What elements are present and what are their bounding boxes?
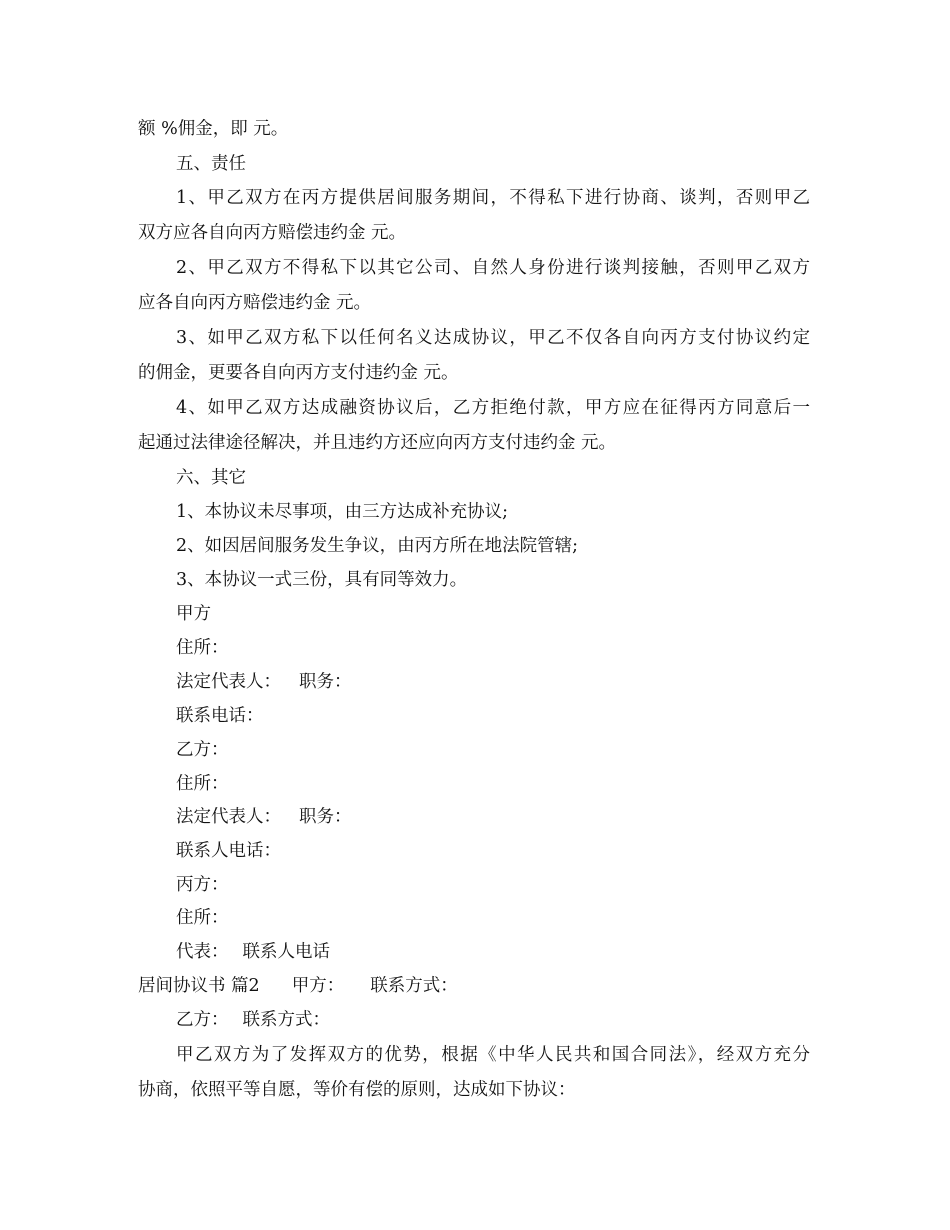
field-label <box>176 773 229 795</box>
line-text: 1、甲乙双方在丙方提供居间服务期间，不得私下进行协商、谈判，否则甲乙 <box>176 188 810 208</box>
line-text: 乙方： <box>176 740 229 760</box>
line-text: 1、本协议未尽事项，由三方达成补充协议; <box>176 502 509 522</box>
line-text: 协商，依照平等自愿，等价有偿的原则，达成如下协议： <box>138 1080 576 1100</box>
line-text: 起通过法律途径解决，并且违约方还应向丙方支付违约金 元。 <box>138 433 617 453</box>
field-label <box>176 941 330 963</box>
line-text: 2、甲乙双方不得私下以其它公司、自然人身份进行谈判接触，否则甲乙双方 <box>176 258 810 278</box>
field-label <box>176 1009 330 1031</box>
field-label <box>176 705 264 727</box>
line-text: 甲方： <box>291 976 345 996</box>
text-line <box>176 569 467 591</box>
line-text: 额 %佣金，即 元。 <box>138 119 289 139</box>
party-label <box>176 874 229 896</box>
line-text: 乙方： <box>176 1010 229 1030</box>
line-text: 甲方 <box>176 604 211 624</box>
line-text: 职务： <box>299 672 352 692</box>
party-label <box>176 603 211 625</box>
text-line <box>138 1079 576 1101</box>
text-line <box>138 222 406 244</box>
line-text: 五、责任 <box>176 154 246 174</box>
line-text: 联系人电话： <box>176 841 281 861</box>
text-line <box>176 327 810 349</box>
text-line <box>176 501 508 523</box>
text-line <box>138 362 459 384</box>
text-line <box>176 397 810 419</box>
section-title <box>138 975 458 997</box>
line-text: 4、如甲乙双方达成融资协议后，乙方拒绝付款，甲方应在征得丙方同意后一 <box>176 398 810 418</box>
line-text: 联系方式： <box>370 976 458 996</box>
text-line <box>176 535 578 557</box>
section-heading <box>176 467 246 489</box>
line-text: 法定代表人： <box>176 672 281 692</box>
party-label <box>176 739 229 761</box>
line-text: 职务： <box>299 807 352 827</box>
text-line <box>176 257 810 279</box>
field-label <box>176 840 281 862</box>
line-text: 代表： <box>176 942 229 962</box>
field-label <box>176 671 352 693</box>
line-text: 联系电话： <box>176 706 264 726</box>
line-text: 应各自向丙方赔偿违约金 元。 <box>138 293 372 313</box>
text-line <box>138 432 616 454</box>
line-text: 联系方式： <box>242 1010 330 1030</box>
line-text: 住所： <box>176 638 229 658</box>
section-heading <box>176 153 246 175</box>
line-text: 甲乙双方为了发挥双方的优势，根据《中华人民共和国合同法》，经双方充分 <box>176 1045 810 1065</box>
line-text: 居间协议书 篇2 <box>138 976 260 996</box>
field-label <box>176 806 352 828</box>
line-text: 3、如甲乙双方私下以任何名义达成协议，甲乙不仅各自向丙方支付协议约定 <box>176 328 810 348</box>
text-line <box>176 187 810 209</box>
text-line <box>138 292 371 314</box>
line-text: 六、其它 <box>176 468 246 488</box>
line-text: 住所： <box>176 774 229 794</box>
text-line <box>138 118 288 140</box>
line-text: 法定代表人： <box>176 807 281 827</box>
text-line <box>176 1044 810 1066</box>
line-text: 3、本协议一式三份，具有同等效力。 <box>176 570 468 590</box>
line-text: 2、如因居间服务发生争议，由丙方所在地法院管辖; <box>176 536 579 556</box>
line-text: 住所： <box>176 908 229 928</box>
line-text: 联系人电话 <box>242 942 330 962</box>
field-label <box>176 907 229 929</box>
line-text: 丙方： <box>176 875 229 895</box>
line-text: 的佣金，更要各自向丙方支付违约金 元。 <box>138 363 459 383</box>
field-label <box>176 637 229 659</box>
line-text: 双方应各自向丙方赔偿违约金 元。 <box>138 223 407 243</box>
